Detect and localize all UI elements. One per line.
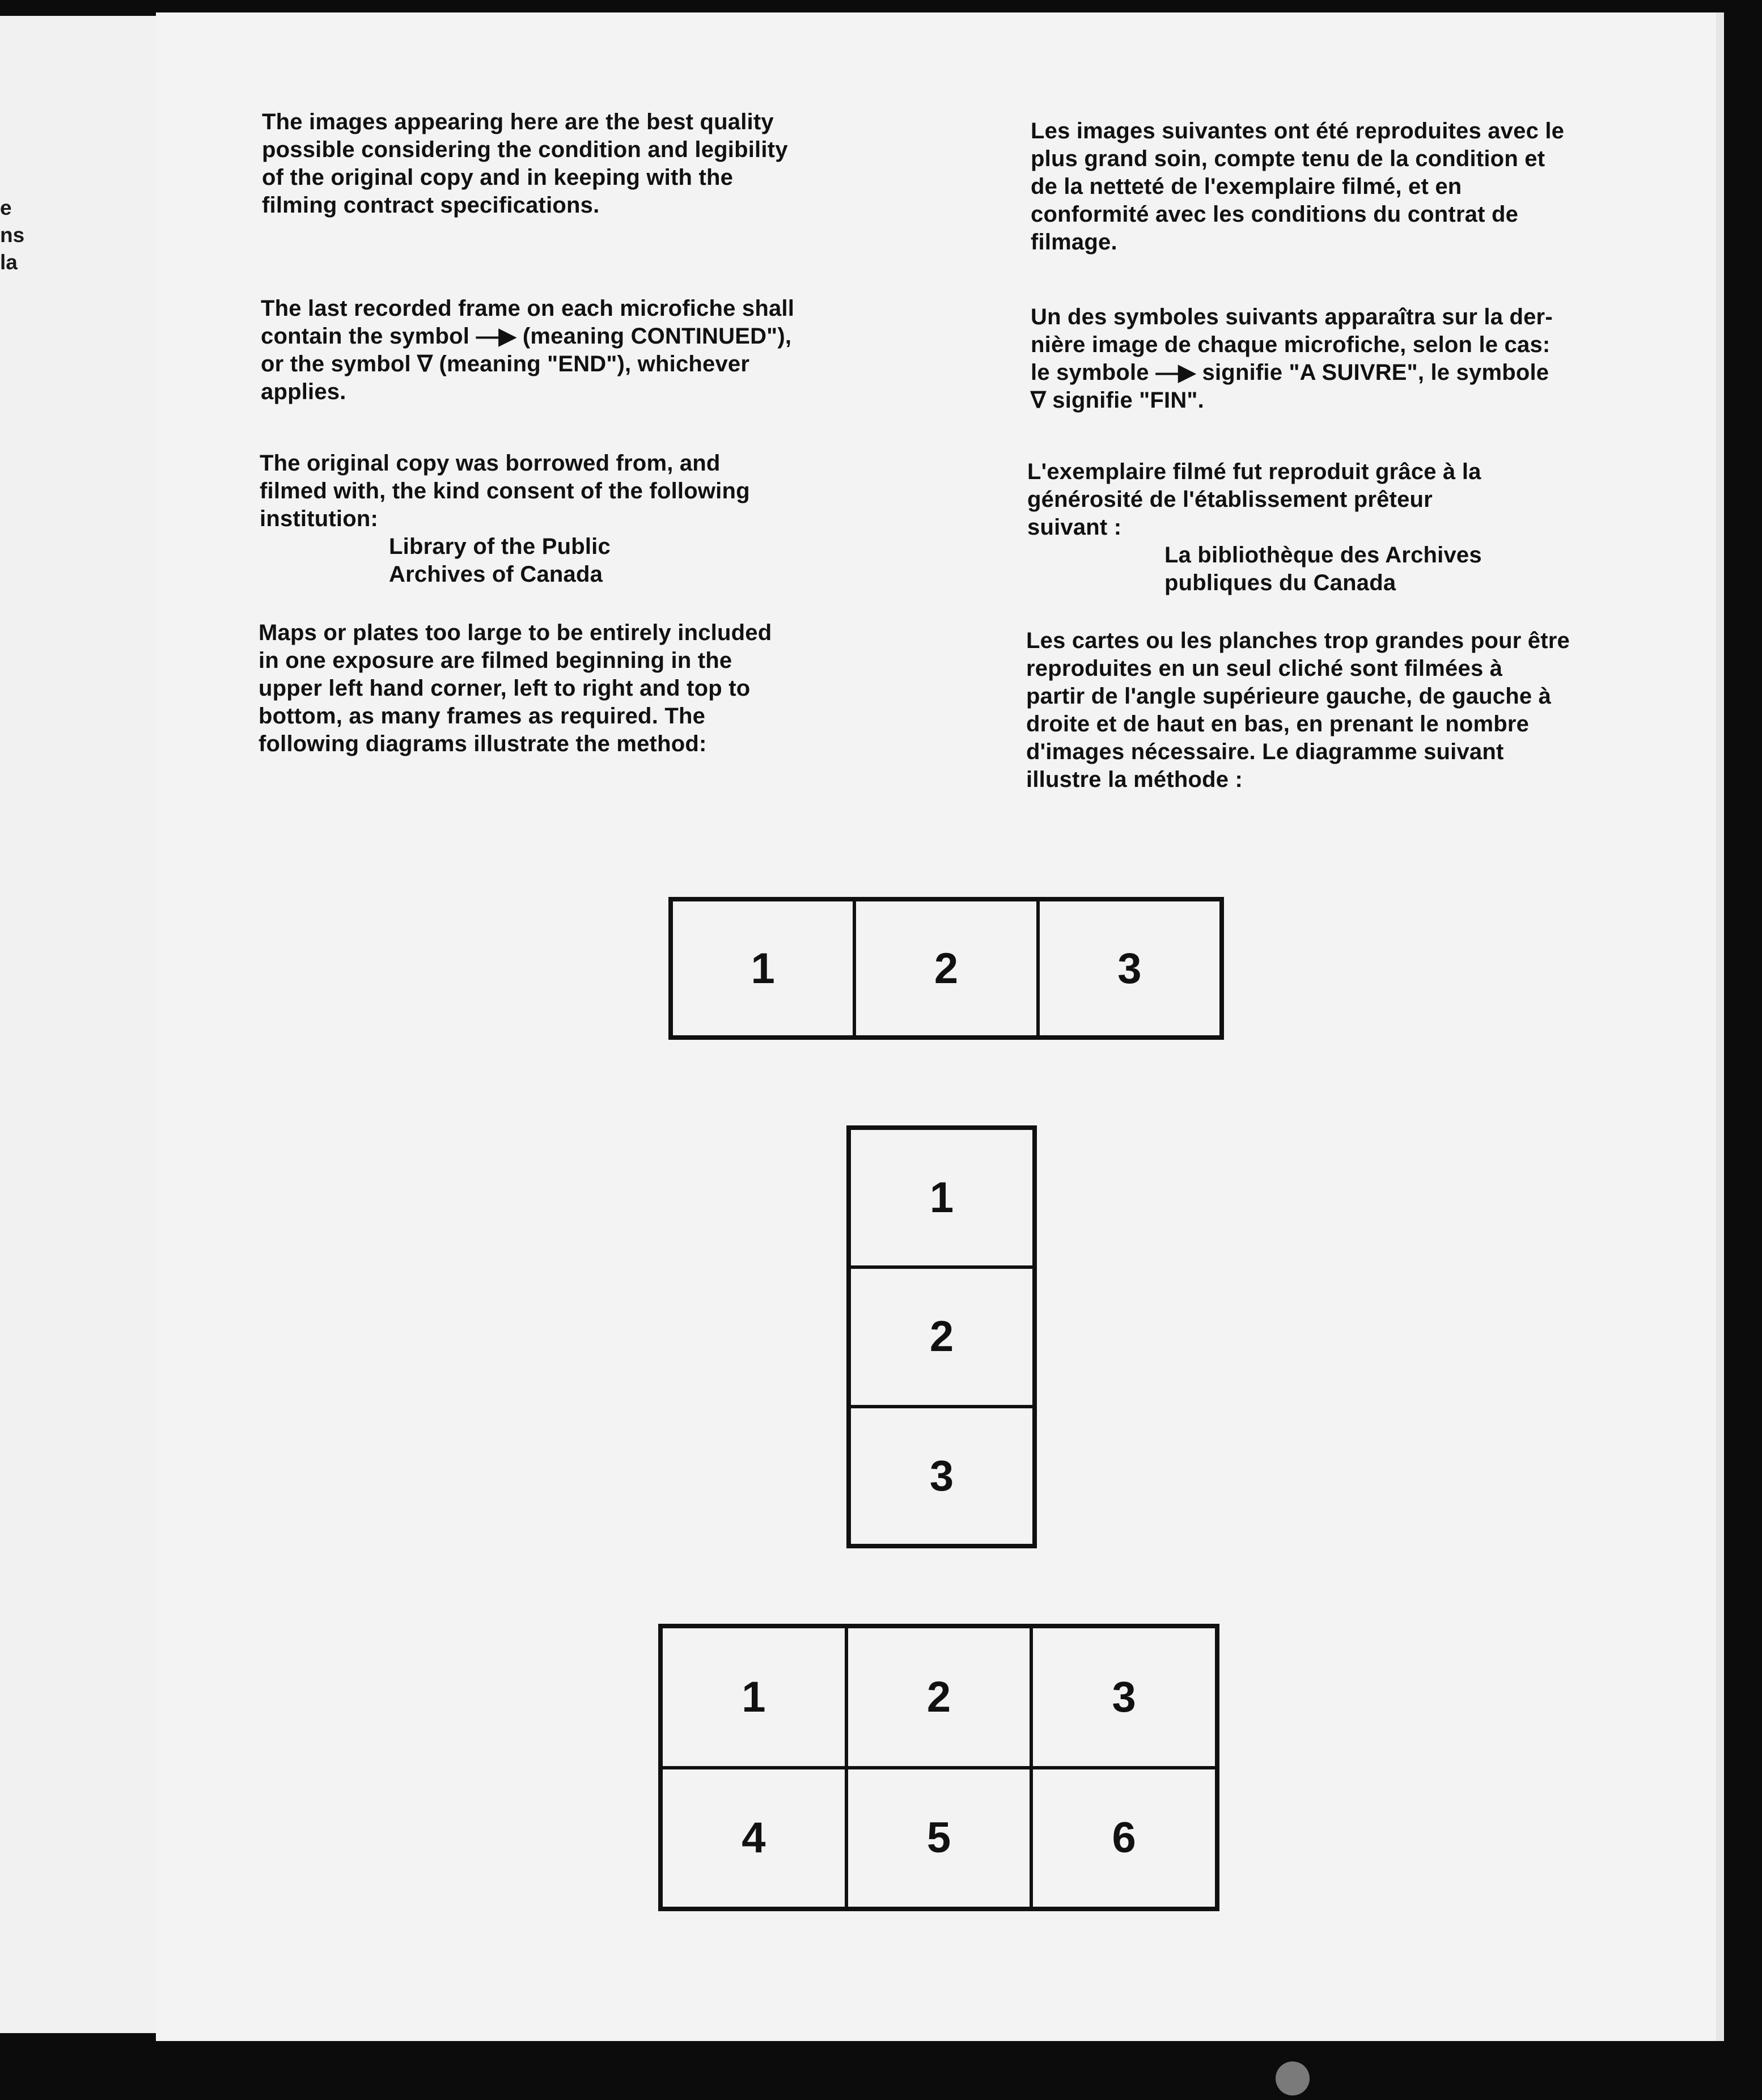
english-paragraph-quality <box>262 108 897 219</box>
previous-page-strip <box>0 16 161 2033</box>
text-line: filming contract specifications. <box>262 193 600 218</box>
institution-line: Library of the Public <box>389 534 611 559</box>
frame-cell: 3 <box>1038 900 1221 1037</box>
frame-cell: 3 <box>849 1407 1034 1546</box>
text-line: The last recorded frame on each microfiche shall <box>261 296 795 321</box>
text-line: upper left hand corner, left to right and top to <box>259 676 751 701</box>
english-paragraph-symbols <box>261 295 896 406</box>
text-line: following diagrams illustrate the method: <box>259 731 707 756</box>
french-paragraph-quality <box>1031 117 1677 256</box>
institution-line: La bibliothèque des Archives <box>1164 543 1482 568</box>
text-line: applies. <box>261 379 346 404</box>
text-line: illustre la méthode : <box>1026 767 1243 792</box>
frame-cell: 4 <box>661 1768 846 1909</box>
text-line: filmed with, the kind consent of the following <box>260 479 750 503</box>
frame-cell: 2 <box>846 1627 1032 1768</box>
text-line: plus grand soin, compte tenu de la condition et <box>1031 146 1545 171</box>
page-edge <box>1716 12 1724 2041</box>
text-line: partir de l'angle supérieure gauche, de gauche à <box>1026 684 1552 709</box>
text-line: of the original copy and in keeping with the <box>262 165 734 190</box>
text-line: filmage. <box>1031 230 1117 255</box>
english-paragraph-maps <box>259 619 893 758</box>
french-paragraph-institution <box>1027 458 1674 597</box>
frame-cell: 6 <box>1031 1768 1217 1909</box>
strip-fragment: e <box>0 196 12 219</box>
text-line: in one exposure are filmed beginning in the <box>259 648 732 673</box>
text-line: suivant : <box>1027 515 1122 540</box>
text-line: The images appearing here are the best quality <box>262 109 774 134</box>
institution-line: publiques du Canada <box>1164 570 1396 595</box>
text-line: générosité de l'établissement prêteur <box>1027 487 1433 512</box>
scan-smudge <box>1276 2061 1310 2095</box>
diagram-grid <box>658 1624 1219 1911</box>
french-paragraph-maps <box>1026 627 1672 794</box>
strip-fragment: la <box>0 251 18 274</box>
text-line: le symbole —▶ signifie "A SUIVRE", le symbole <box>1031 360 1549 385</box>
frame-cell: 5 <box>846 1768 1032 1909</box>
text-line: ∇ signifie "FIN". <box>1031 388 1204 413</box>
diagram-column <box>846 1125 1037 1548</box>
text-line: institution: <box>260 506 379 531</box>
french-paragraph-symbols <box>1031 303 1677 414</box>
text-line: Maps or plates too large to be entirely included <box>259 620 772 645</box>
text-line: L'exemplaire filmé fut reproduit grâce à la <box>1027 459 1481 484</box>
text-line: contain the symbol —▶ (meaning CONTINUED"), <box>261 324 792 349</box>
frame-cell: 2 <box>854 900 1037 1037</box>
text-line: d'images nécessaire. Le diagramme suivant <box>1026 739 1504 764</box>
text-line: The original copy was borrowed from, and <box>260 451 721 476</box>
text-line: Les images suivantes ont été reproduites avec le <box>1031 118 1565 143</box>
text-line: de la netteté de l'exemplaire filmé, et en <box>1031 174 1462 199</box>
text-line: possible considering the condition and legibility <box>262 137 788 162</box>
frame-cell: 2 <box>849 1267 1034 1406</box>
diagram-row <box>668 897 1224 1040</box>
text-line: nière image de chaque microfiche, selon le cas: <box>1031 332 1551 357</box>
text-line: Un des symboles suivants apparaîtra sur la der- <box>1031 304 1553 329</box>
text-line: droite et de haut en bas, en prenant le nombre <box>1026 712 1530 736</box>
institution-line: Archives of Canada <box>389 562 603 587</box>
text-line: Les cartes ou les planches trop grandes pour être <box>1026 628 1570 653</box>
frame-cell: 3 <box>1031 1627 1217 1768</box>
strip-fragment: ns <box>0 223 25 247</box>
frame-cell: 1 <box>661 1627 846 1768</box>
english-paragraph-institution <box>260 450 895 588</box>
frame-cell: 1 <box>849 1128 1034 1267</box>
frame-cell: 1 <box>671 900 854 1037</box>
text-line: bottom, as many frames as required. The <box>259 704 706 729</box>
text-line: conformité avec les conditions du contrat de <box>1031 202 1519 227</box>
text-line: or the symbol ∇ (meaning "END"), whichever <box>261 352 750 376</box>
text-line: reproduites en un seul cliché sont filmées à <box>1026 656 1503 681</box>
